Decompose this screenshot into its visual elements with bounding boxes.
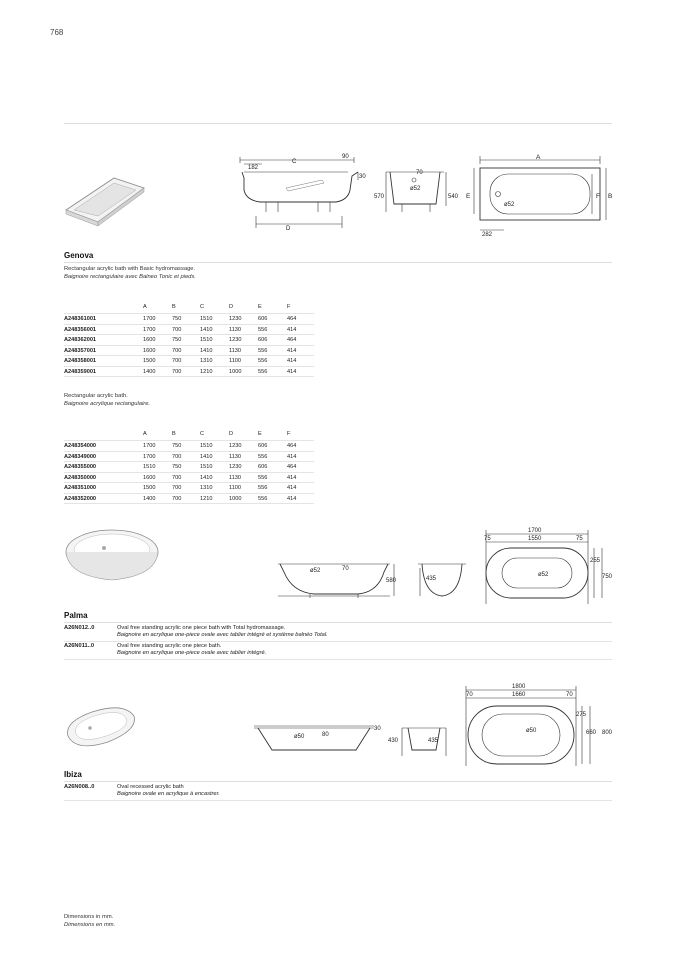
genova-bath-photo xyxy=(62,170,148,228)
product-code: A248356001 xyxy=(64,326,97,333)
table-cell: 556 xyxy=(258,368,268,375)
product-desc-fr: Baignoire en acrylique one-piece ovale avec tablier intégré. xyxy=(117,650,267,656)
table-cell: 606 xyxy=(258,337,268,343)
ibiza-dim-70-left: 70 xyxy=(466,692,473,698)
table-row xyxy=(64,335,314,346)
table-cell: 750 xyxy=(172,316,182,322)
table-row xyxy=(64,356,314,367)
table-cell: 556 xyxy=(258,347,268,354)
product-code: A248362001 xyxy=(64,337,97,343)
genova-dim-182: 182 xyxy=(248,165,259,171)
table-cell: 556 xyxy=(258,485,268,491)
table-cell: 1410 xyxy=(200,347,213,354)
palma-dim-435: 435 xyxy=(426,576,437,582)
palma-dim-1700: 1700 xyxy=(528,528,542,534)
table-cell: 414 xyxy=(287,453,297,460)
table-cell: 1600 xyxy=(143,337,156,343)
table-cell: 556 xyxy=(258,495,268,502)
ibiza-products xyxy=(64,783,612,801)
table-header xyxy=(64,302,314,314)
table-cell: 750 xyxy=(172,464,182,470)
ibiza-dim-435: 435 xyxy=(428,738,439,744)
product-code: A248359001 xyxy=(64,368,97,375)
col-c: C xyxy=(200,431,205,437)
table-cell: 606 xyxy=(258,443,268,449)
table-cell: 1230 xyxy=(229,316,242,322)
table-cell: 1600 xyxy=(143,474,156,481)
table-cell: 1410 xyxy=(200,474,213,481)
product-code: A26N011..0 xyxy=(64,643,95,649)
ibiza-end-drawing xyxy=(386,716,456,762)
table-header xyxy=(64,429,314,441)
ibiza-dim-430: 430 xyxy=(388,738,399,744)
table-cell: 1700 xyxy=(143,443,156,449)
table-cell: 464 xyxy=(287,464,297,470)
product-desc-en: Oval free standing acrylic one piece bath. xyxy=(117,643,222,649)
genova-desc1-fr: Baignoire rectangulaire avec Balneo Tonic et pieds. xyxy=(64,273,196,280)
table-cell: 1400 xyxy=(143,495,156,502)
table-cell: 464 xyxy=(287,443,297,449)
genova-plan-dim-e: E xyxy=(466,193,471,200)
table-row xyxy=(64,314,314,325)
table-row xyxy=(64,462,314,473)
table-cell: 606 xyxy=(258,464,268,470)
table-cell: 1100 xyxy=(229,358,242,364)
table-cell: 1310 xyxy=(200,358,213,364)
genova-plan-dim-a: A xyxy=(536,154,541,161)
genova-dim-30: 30 xyxy=(359,174,366,180)
table-cell: 700 xyxy=(172,495,182,502)
table-cell: 1210 xyxy=(200,495,213,502)
table-cell: 414 xyxy=(287,347,297,354)
table-cell: 1000 xyxy=(229,368,242,375)
genova-desc1 xyxy=(64,266,196,281)
ibiza-dim-50: ø50 xyxy=(294,734,305,740)
table-cell: 414 xyxy=(287,326,297,333)
col-b: B xyxy=(172,431,176,437)
product-desc-en: Oval free standing acrylic one piece bath with Total hydromassage. xyxy=(117,625,286,631)
table-cell: 464 xyxy=(287,316,297,322)
product-code: A248361001 xyxy=(64,316,97,322)
genova-side-drawing xyxy=(236,150,372,234)
palma-dim-255: 255 xyxy=(590,558,601,564)
table-row xyxy=(64,452,314,463)
palma-dim-750: 750 xyxy=(602,574,613,580)
product-row xyxy=(64,783,612,801)
table-cell: 1500 xyxy=(143,358,156,364)
table-cell: 464 xyxy=(287,337,297,343)
ibiza-dim-30: 30 xyxy=(374,726,381,732)
product-row xyxy=(64,624,612,642)
col-d: D xyxy=(229,431,234,437)
footer-en: Dimensions in mm. xyxy=(64,914,114,920)
product-desc-fr: Baignoire ovale en acrylique à encastrer. xyxy=(117,791,220,797)
ibiza-dim-1800: 1800 xyxy=(512,684,526,690)
genova-end-dim-540: 540 xyxy=(448,194,459,200)
palma-products xyxy=(64,624,612,660)
table-cell: 1130 xyxy=(229,453,242,460)
table-cell: 414 xyxy=(287,358,297,364)
ibiza-dim-70-right: 70 xyxy=(566,692,573,698)
palma-title: Palma xyxy=(64,611,88,620)
ibiza-dim-660: 660 xyxy=(586,730,597,736)
genova-dim-c: C xyxy=(292,159,297,165)
product-code: A26N012..0 xyxy=(64,625,95,631)
table-cell: 1230 xyxy=(229,443,242,449)
palma-divider xyxy=(64,622,612,623)
table-cell: 750 xyxy=(172,337,182,343)
product-code: A248349000 xyxy=(64,453,97,460)
table-cell: 1510 xyxy=(200,316,213,322)
table-cell: 556 xyxy=(258,474,268,481)
col-e: E xyxy=(258,431,262,437)
table-cell: 700 xyxy=(172,368,182,375)
genova-plan-dim-282: 282 xyxy=(482,232,493,238)
col-a: A xyxy=(143,431,147,437)
page-number: 768 xyxy=(50,28,64,37)
table-cell: 414 xyxy=(287,474,297,481)
genova-table-2 xyxy=(64,429,314,504)
ibiza-title: Ibiza xyxy=(64,770,82,779)
ibiza-bath-photo xyxy=(62,700,138,752)
genova-desc2 xyxy=(64,393,150,408)
table-cell: 1230 xyxy=(229,337,242,343)
table-cell: 606 xyxy=(258,316,268,322)
palma-dim-580: 580 xyxy=(386,578,397,584)
product-desc-en: Oval recessed acrylic bath xyxy=(117,784,184,790)
palma-dim-75-left: 75 xyxy=(484,536,491,542)
col-f: F xyxy=(287,304,291,310)
table-cell: 1410 xyxy=(200,326,213,333)
footer-note xyxy=(64,914,115,929)
table-row xyxy=(64,441,314,452)
genova-divider xyxy=(64,262,612,263)
ibiza-side-drawing xyxy=(252,716,388,758)
product-row xyxy=(64,642,612,660)
palma-plan-drawing xyxy=(482,524,616,606)
palma-dim-52: ø52 xyxy=(310,568,321,574)
top-divider xyxy=(64,123,612,124)
product-code: A248351000 xyxy=(64,485,97,491)
table-cell: 556 xyxy=(258,358,268,364)
table-cell: 1210 xyxy=(200,368,213,375)
ibiza-divider xyxy=(64,781,612,782)
ibiza-dim-1660: 1660 xyxy=(512,692,526,698)
ibiza-dim-50b: ø50 xyxy=(526,728,537,734)
table-cell: 556 xyxy=(258,453,268,460)
table-cell: 414 xyxy=(287,368,297,375)
table-cell: 414 xyxy=(287,485,297,491)
genova-end-dim-70: 70 xyxy=(416,170,423,176)
table-cell: 700 xyxy=(172,453,182,460)
table-cell: 1600 xyxy=(143,347,156,354)
genova-end-drawing xyxy=(374,162,460,218)
genova-dim-d: D xyxy=(286,226,291,232)
genova-title: Genova xyxy=(64,251,94,260)
table-cell: 1700 xyxy=(143,326,156,333)
genova-table-1 xyxy=(64,302,314,377)
table-cell: 1510 xyxy=(200,337,213,343)
ibiza-dim-275: 275 xyxy=(576,712,587,718)
product-code: A248354000 xyxy=(64,443,97,449)
col-b: B xyxy=(172,304,176,310)
table-cell: 556 xyxy=(258,326,268,333)
table-cell: 1700 xyxy=(143,453,156,460)
table-row xyxy=(64,483,314,494)
genova-plan-dim-b: B xyxy=(608,193,613,200)
palma-dim-52b: ø52 xyxy=(538,572,549,578)
col-e: E xyxy=(258,304,262,310)
table-cell: 1130 xyxy=(229,347,242,354)
product-code: A248352000 xyxy=(64,495,97,502)
table-cell: 750 xyxy=(172,443,182,449)
product-code: A26N008..0 xyxy=(64,784,95,790)
ibiza-plan-drawing xyxy=(462,682,616,770)
col-a: A xyxy=(143,304,147,310)
table-cell: 1130 xyxy=(229,474,242,481)
table-cell: 700 xyxy=(172,474,182,481)
col-d: D xyxy=(229,304,234,310)
genova-plan-drawing xyxy=(464,152,616,240)
product-code: A248357001 xyxy=(64,347,97,354)
ibiza-dim-80: 80 xyxy=(322,732,329,738)
product-code: A248358001 xyxy=(64,358,97,364)
table-cell: 700 xyxy=(172,347,182,354)
palma-dim-70: 70 xyxy=(342,566,349,572)
palma-end-drawing xyxy=(414,556,474,606)
genova-desc2-en: Rectangular acrylic bath. xyxy=(64,393,128,399)
genova-plan-dim-f: F xyxy=(596,193,600,200)
table-cell: 414 xyxy=(287,495,297,502)
ibiza-dim-800: 800 xyxy=(602,730,613,736)
footer-fr: Dimensions en mm. xyxy=(64,921,116,928)
table-row xyxy=(64,346,314,357)
palma-dim-1550: 1550 xyxy=(528,536,542,542)
genova-end-dim-52: ø52 xyxy=(410,186,421,192)
table-cell: 1230 xyxy=(229,464,242,470)
palma-dim-75-right: 75 xyxy=(576,536,583,542)
table-cell: 1500 xyxy=(143,485,156,491)
table-cell: 1510 xyxy=(200,443,213,449)
table-cell: 1000 xyxy=(229,495,242,502)
table-row xyxy=(64,494,314,505)
genova-plan-dim-52: ø52 xyxy=(504,202,515,208)
table-row xyxy=(64,473,314,484)
genova-desc1-en: Rectangular acrylic bath with Basic hydromassage. xyxy=(64,266,196,272)
genova-end-dim-570: 570 xyxy=(374,194,385,200)
palma-bath-photo xyxy=(62,522,162,586)
product-code: A248350000 xyxy=(64,474,97,481)
col-c: C xyxy=(200,304,205,310)
table-row xyxy=(64,367,314,378)
palma-side-drawing xyxy=(274,556,404,606)
table-cell: 1100 xyxy=(229,485,242,491)
table-cell: 1310 xyxy=(200,485,213,491)
table-cell: 1400 xyxy=(143,368,156,375)
genova-desc2-fr: Baignoire acrylique rectangulaire. xyxy=(64,400,151,407)
product-code: A248355000 xyxy=(64,464,97,470)
table-cell: 700 xyxy=(172,358,182,364)
table-cell: 1700 xyxy=(143,316,156,322)
table-cell: 1130 xyxy=(229,326,242,333)
product-desc-fr: Baignoire en acrylique one-piece ovale avec tablier intégré et système balnéo Total. xyxy=(117,632,328,638)
table-cell: 1410 xyxy=(200,453,213,460)
table-row xyxy=(64,325,314,336)
table-cell: 700 xyxy=(172,326,182,333)
table-cell: 1510 xyxy=(143,464,156,470)
genova-dim-90: 90 xyxy=(342,154,349,160)
table-cell: 1510 xyxy=(200,464,213,470)
table-cell: 700 xyxy=(172,485,182,491)
col-f: F xyxy=(287,431,291,437)
